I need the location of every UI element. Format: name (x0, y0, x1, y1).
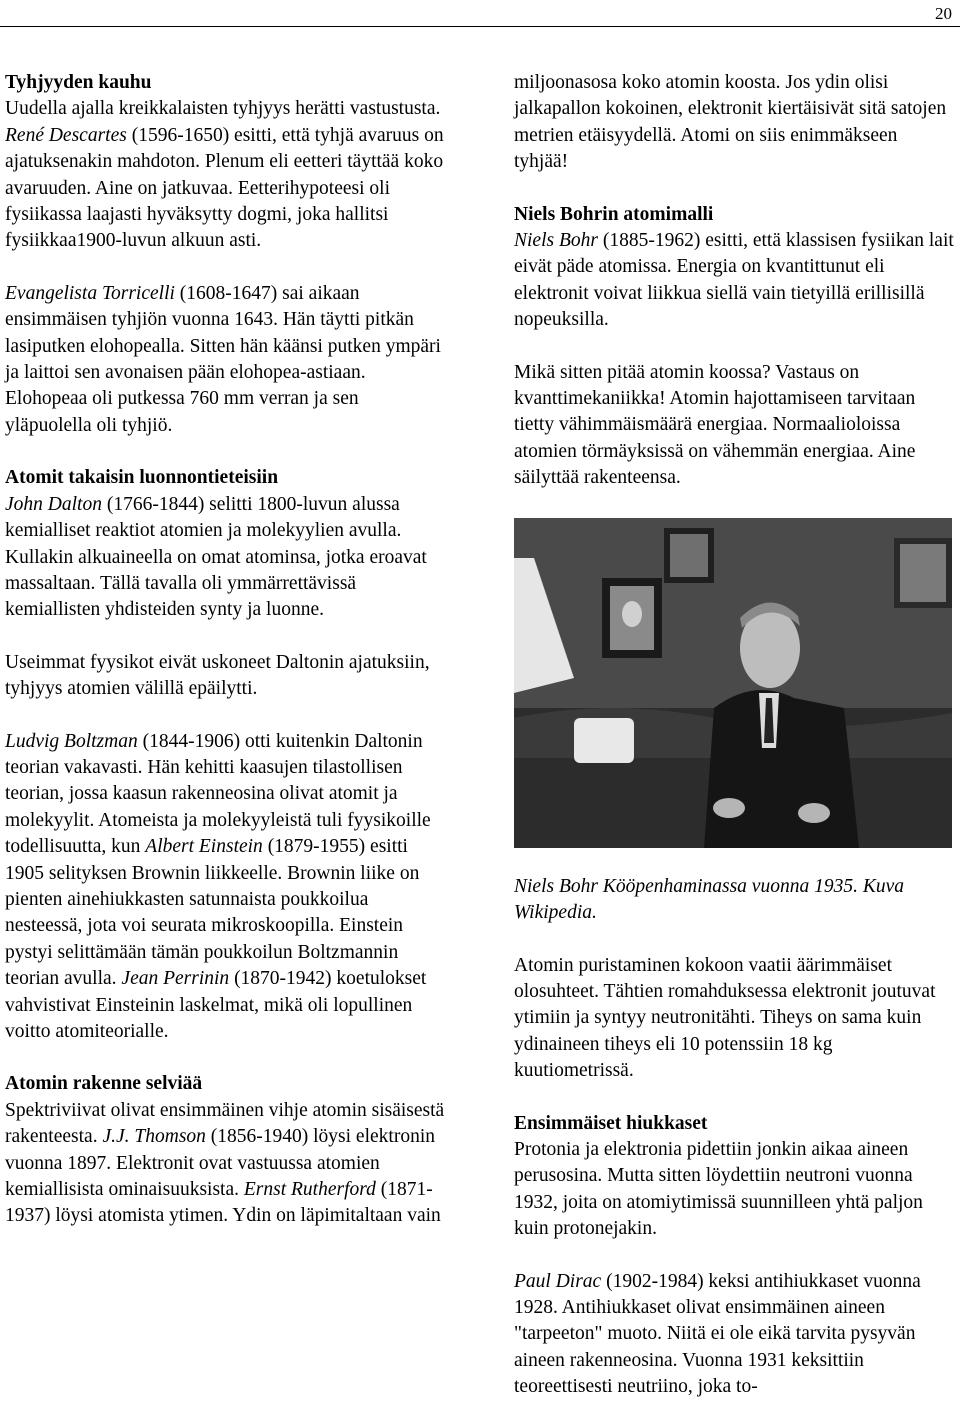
text-run: (1870-1942) koetulokset vahvistivat Einsteinin laskelmat, mikä oli lopullinen voitto atomiteorialle. (5, 968, 427, 1042)
photo-illustration (514, 518, 952, 848)
section-title: Ensimmäiset hiukkaset (514, 1112, 708, 1134)
left-column (5, 70, 450, 1256)
text-run: Uudella ajalla kreikkalaisten tyhjyys herätti vastustusta. (5, 98, 441, 120)
section-title: Tyhjyyden kauhu (5, 72, 152, 93)
section-title: Niels Bohrin atomimalli (514, 203, 714, 225)
section-neutronitahti (514, 953, 954, 1085)
bohr-photo (514, 518, 952, 848)
paragraph (514, 228, 954, 334)
section-atomin-rakenne (5, 1071, 450, 1229)
person-name: Ludvig Boltzman (5, 730, 138, 752)
person-name: J.J. Thomson (102, 1126, 206, 1148)
text-run: (1902-1984) keksi antihiukkaset vuonna 1928. Antihiukkaset olivat ensimmäinen aineen "tarpeeton" muoto. Niitä ei ole eikä tarvita pysyvän aineen rakenneosina. Vuonna 1931 keksittiin teoreettisesti neutriino, joka to- (514, 1270, 921, 1398)
section-dirac (514, 1269, 954, 1401)
paragraph: Protonia ja elektronia pidettiin jonkin aikaa aineen perusosina. Mutta sitten löydettiin neutroni vuonna 1932, joita on atomiytimissä suunnilleen yhtä paljon kuin protonejakin. (514, 1138, 923, 1240)
section-title: Atomin rakenne selviää (5, 1073, 203, 1095)
person-name: Evangelista Torricelli (5, 282, 175, 304)
paragraph (5, 729, 450, 1046)
text-run: (1844-1906) otti kuitenkin Daltonin teorian vakavasti. Hän kehitti kaasujen tilastollisen teorian, jossa kaasun rakenneosina olivat atomit ja molekyylit. Atomeista ja molekyyleistä tuli fyysikoille todellisuutta, kun (5, 730, 431, 858)
section-tyhjyyden-kauhu (5, 70, 450, 255)
header-rule (0, 26, 960, 27)
page-number: 20 (935, 4, 952, 23)
section-useimmat (5, 650, 450, 703)
person-name: Ernst Rutherford (243, 1179, 376, 1201)
paragraph (514, 1269, 954, 1401)
paragraph (5, 1098, 450, 1230)
text-run: (1871-1937) löysi atomista ytimen. Ydin on läpimitaltaan vain (5, 1179, 441, 1227)
section-boltzman (5, 729, 450, 1046)
paragraph: miljoonasosa koko atomin koosta. Jos ydin olisi jalkapallon kokoinen, elektronit kiertäisivät sitä satojen metrien etäisyydellä. Atomi on siis enimmäkseen tyhjää! (514, 72, 947, 173)
photo-caption: Niels Bohr Kööpenhaminassa vuonna 1935. Kuva Wikipedia. (514, 875, 904, 924)
person-name: Paul Dirac (514, 1270, 602, 1292)
paragraph: Useimmat fyysikot eivät uskoneet Daltonin ajatuksiin, tyhjyys atomien välillä epäilytti. (5, 651, 430, 700)
person-name: René Descartes (5, 124, 127, 146)
paragraph (5, 492, 450, 624)
person-name: Albert Einstein (145, 836, 263, 858)
person-name: John Dalton (5, 493, 102, 515)
text-run: (1856-1940) löysi elektronin vuonna 1897. Elektronit ovat vastuussa atomien kemiallisista ominaisuuksista. (5, 1126, 435, 1201)
section-title: Atomit takaisin luonnontieteisiin (5, 467, 279, 489)
text-run: (1766-1844) selitti 1800-luvun alussa kemialliset reaktiot atomien ja molekyylien avulla. Kullakin alkuaineella on omat atominsa, jotka eroavat massaltaan. Tällä tavalla oli ymmärrettävissä kemiallisten yhdisteiden synty ja luonne. (5, 493, 427, 621)
section-ensimmaiset-hiukkaset (514, 1111, 954, 1243)
text-run: (1885-1962) esitti, että klassisen fysiikan lait eivät päde atomissa. Energia on kvantittunut eli elektronit voivat liikkua siellä vain tietyillä erillisillä nopeuksilla. (514, 230, 954, 331)
right-column (514, 70, 954, 1427)
paragraph: Mikä sitten pitää atomin koossa? Vastaus on kvanttimekaniikka! Atomin hajottamiseen tarvitaan tietty vähimmäismäärä energiaa. Normaalioloissa atomien törmäyksissä on vähemmän energiaa. Aine säilyttää rakenteensa. (514, 361, 916, 489)
section-torricelli (5, 281, 450, 439)
paragraph: Atomin puristaminen kokoon vaatii äärimmäiset olosuhteet. Tähtien romahduksessa elektronit joutuvat ytimiin ja syntyy neutronitähti. Tiheys on sama kuin ydinaineen tiheys eli 10 potenssiin 18 kg kuutiometrissä. (514, 954, 936, 1082)
section-atomit-takaisin (5, 465, 450, 623)
paragraph (5, 96, 450, 254)
section-bohrin-atomimalli (514, 202, 954, 334)
text-run: (1608-1647) sai aikaan ensimmäisen tyhjiön vuonna 1643. Hän täytti pitkän lasiputken elohopealla. Sitten hän käänsi putken ympäri ja laittoi sen avonaisen pään elohopea-astiaan. Elohopeaa oli putkessa 760 mm verran ja sen yläpuolella oli tyhjiö. (5, 282, 441, 436)
text-run: (1596-1650) esitti, että tyhjä avaruus on ajatuksenakin mahdoton. Plenum eli eetteri täyttää koko avaruuden. Aine on jatkuvaa. Eetterihypoteesi oli fysiikassa laajasti hyväksytty dogmi, joka hallitsi fysiikkaa1900-luvun alkuun asti. (5, 124, 444, 252)
section-kvanttimekaniikka (514, 360, 954, 492)
text-run: (1879-1955) esitti 1905 selityksen Brownin liikkeelle. Brownin liike on pienten ainehiukkasten satunnaista poukkoilua nesteessä, jota voi seurata mikroskoopilla. Einstein pystyi selittämään tämän poukkoilun Boltzmannin teorian avulla. (5, 836, 420, 990)
person-name: Niels Bohr (514, 230, 598, 252)
text-run: Spektriviivat olivat ensimmäinen vihje atomin sisäisestä rakenteesta. (5, 1099, 445, 1148)
section-atomin-koko (514, 70, 954, 176)
person-name: Jean Perrinin (121, 968, 230, 990)
paragraph (5, 281, 450, 439)
